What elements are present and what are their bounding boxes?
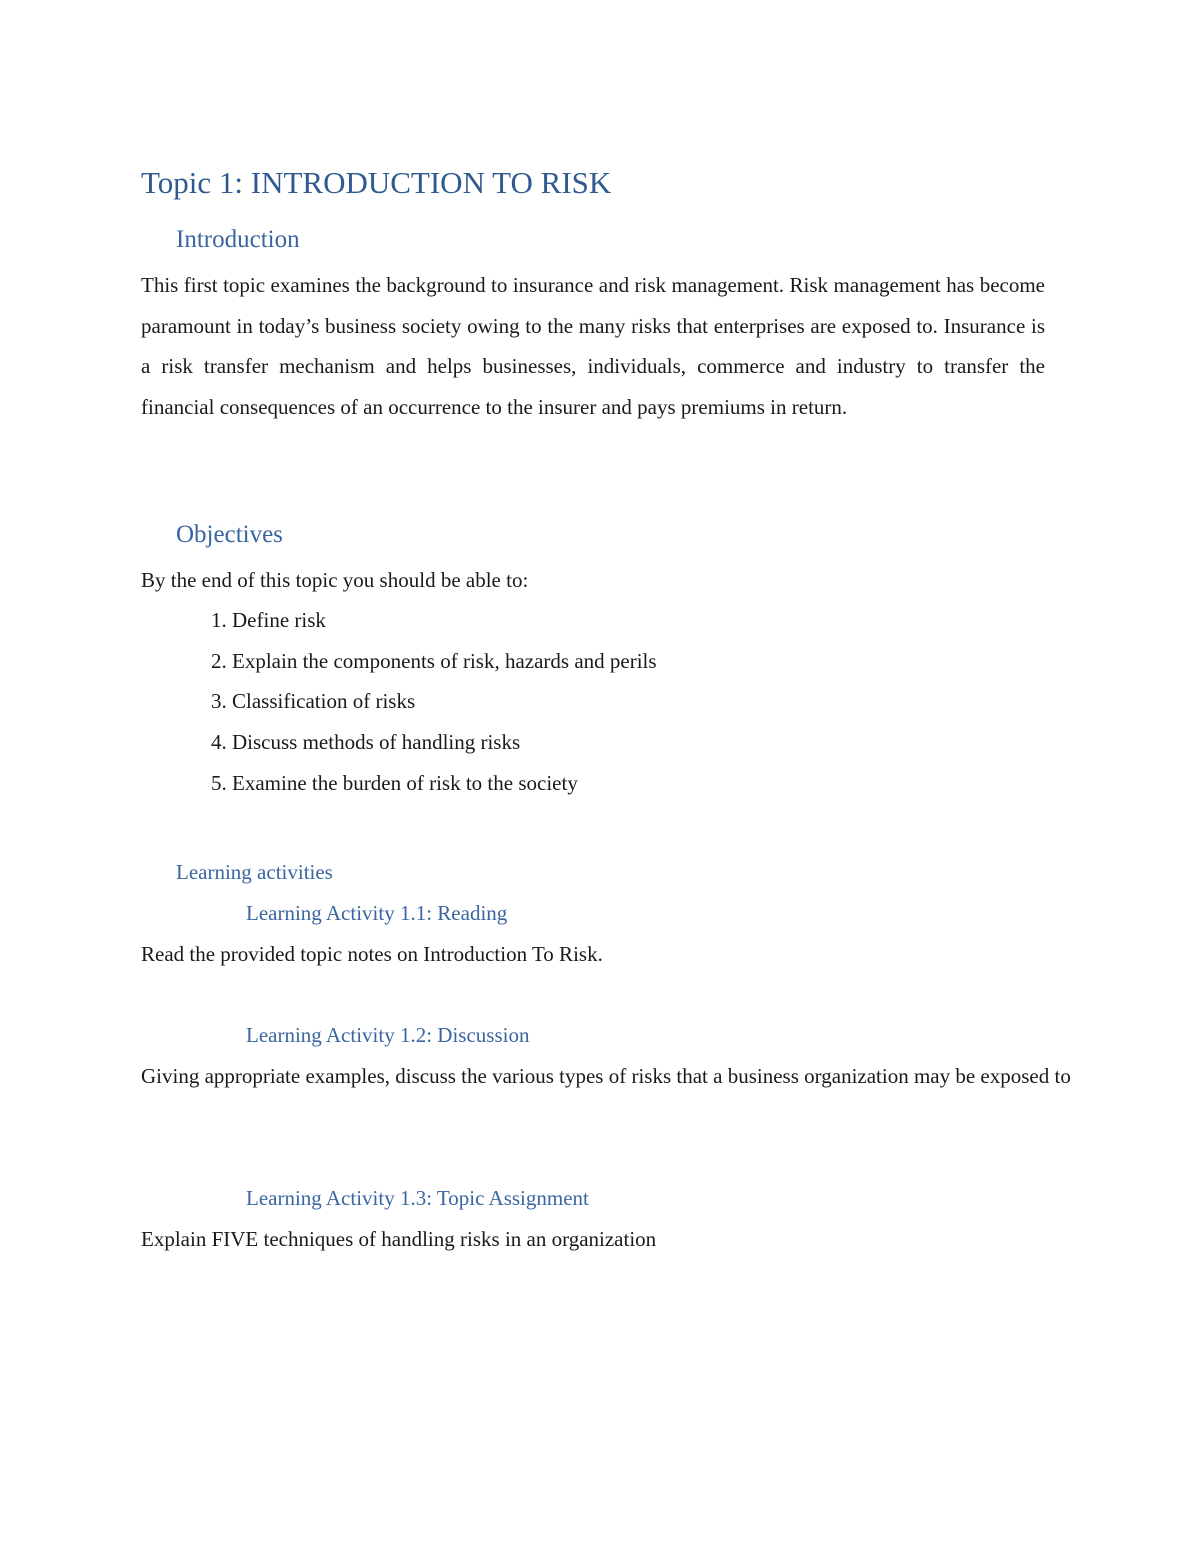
activity-1-title: Learning Activity 1.1: Reading — [246, 901, 508, 925]
objectives-lead: By the end of this topic you should be able to: — [141, 568, 529, 592]
list-item: 3. Classification of risks — [211, 689, 416, 714]
activity-1-text: Read the provided topic notes on Introduction To Risk. — [141, 942, 603, 966]
activity-2-title: Learning Activity 1.2: Discussion — [246, 1023, 530, 1047]
introduction-heading: Introduction — [176, 226, 300, 253]
objectives-list — [211, 600, 657, 804]
learning-activities-heading: Learning activities — [176, 860, 333, 884]
activity-2-text: Giving appropriate examples, discuss the various types of risks that a business organization may be exposed to — [141, 1064, 1071, 1088]
activity-3-text: Explain FIVE techniques of handling risks in an organization — [141, 1227, 657, 1251]
objectives-heading: Objectives — [176, 521, 283, 548]
activity-3-title: Learning Activity 1.3: Topic Assignment — [246, 1186, 589, 1210]
list-item: 5. Examine the burden of risk to the society — [211, 770, 578, 795]
topic-title: Topic 1: INTRODUCTION TO RISK — [141, 165, 612, 200]
list-item: 4. Discuss methods of handling risks — [211, 730, 521, 755]
list-item: 1. Define risk — [211, 608, 326, 632]
list-item: 2. Explain the components of risk, hazards and perils — [211, 648, 657, 673]
introduction-paragraph: This first topic examines the background to insurance and risk management. Risk management has become paramount in today’s business society owing to the many risks that enterprises are exposed to. Insurance is a risk transfer mechanism and helps businesses, individuals, commerce and industry to transfer the financial consequences of an occurrence to the insurer and pays premiums in return. — [141, 273, 1045, 419]
